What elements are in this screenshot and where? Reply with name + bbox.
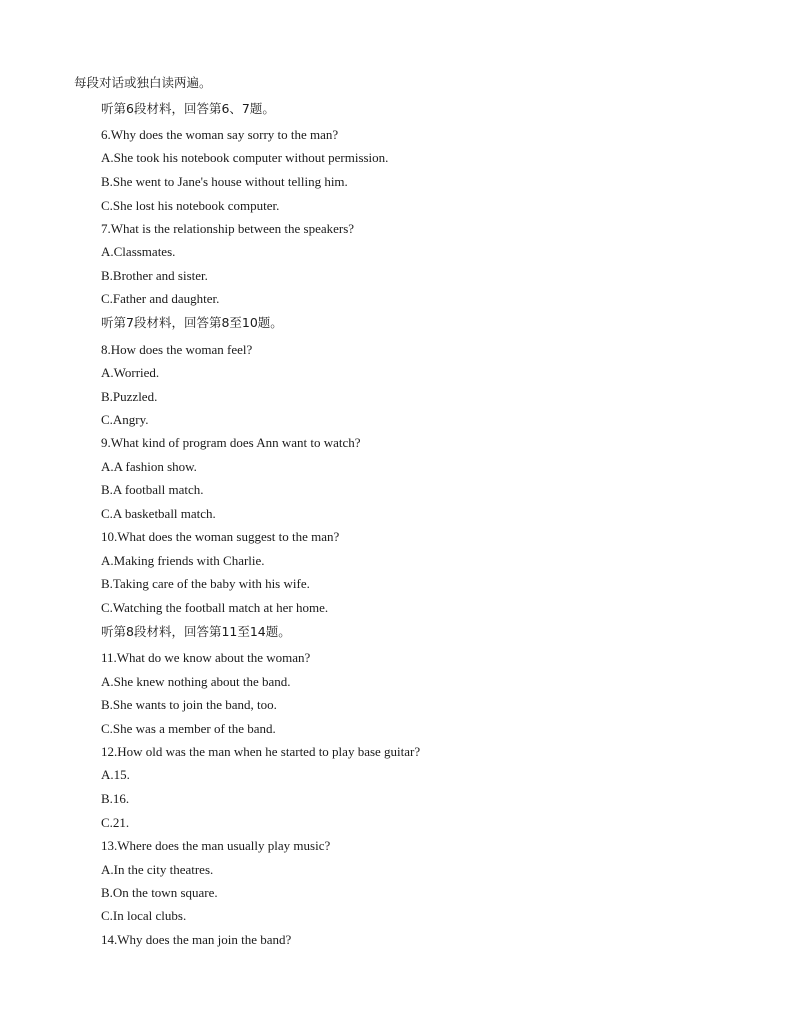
question-text: 10.What does the woman suggest to the man? [101,529,340,544]
answer-option: C.A basketball match. [101,506,216,521]
answer-option: B.On the town square. [101,885,218,900]
answer-option: B.Taking care of the baby with his wife. [101,576,310,591]
answer-option: A.Classmates. [101,244,176,259]
answer-option: B.16. [101,791,130,806]
answer-option: A.She knew nothing about the band. [101,674,291,689]
answer-option: A.Worried. [101,365,160,380]
question-text: 9.What kind of program does Ann want to watch? [101,435,361,450]
answer-option: C.Angry. [101,412,149,427]
answer-option: B.She went to Jane's house without telling him. [101,174,348,189]
answer-option: C.Watching the football match at her home. [101,600,329,615]
question-text: 12.How old was the man when he started to play base guitar? [101,744,421,759]
section-heading: 听第8段材料，回答第11至14题。 [101,624,291,639]
intro-note: 每段对话或独白读两遍。 [74,75,212,90]
question-text: 13.Where does the man usually play music? [101,838,331,853]
answer-option: C.21. [101,815,130,830]
answer-option: A.She took his notebook computer without permission. [101,150,389,165]
answer-option: A.Making friends with Charlie. [101,553,265,568]
answer-option: B.A football match. [101,482,204,497]
question-text: 8.How does the woman feel? [101,342,253,357]
question-text: 6.Why does the woman say sorry to the man? [101,127,339,142]
answer-option: B.Brother and sister. [101,268,208,283]
answer-option: A.In the city theatres. [101,862,214,877]
answer-option: A.A fashion show. [101,459,197,474]
answer-option: C.Father and daughter. [101,291,220,306]
question-text: 11.What do we know about the woman? [101,650,311,665]
answer-option: C.She was a member of the band. [101,721,276,736]
answer-option: C.She lost his notebook computer. [101,198,280,213]
section-heading: 听第6段材料，回答第6、7题。 [101,101,275,116]
question-text: 14.Why does the man join the band? [101,932,292,947]
section-heading: 听第7段材料，回答第8至10题。 [101,315,283,330]
question-text: 7.What is the relationship between the speakers? [101,221,355,236]
answer-option: A.15. [101,767,130,782]
answer-option: B.She wants to join the band, too. [101,697,277,712]
answer-option: B.Puzzled. [101,389,158,404]
answer-option: C.In local clubs. [101,908,187,923]
